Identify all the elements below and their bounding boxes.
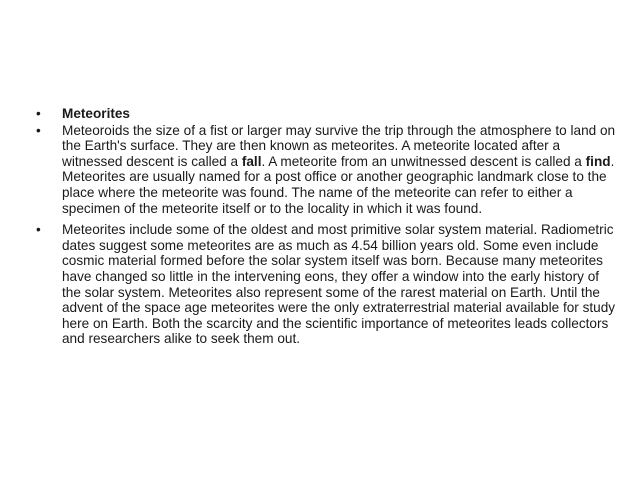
bullet-heading (36, 106, 616, 122)
term-fall: fall (241, 153, 262, 169)
bullet-list (36, 106, 616, 353)
bullet-icon: • (36, 122, 41, 138)
paragraph-2-text: Meteorites include some of the oldest and most primitive solar system material. Radiometric dates suggest some meteorites are as much as 4.54 billion years old. Some even include cosmic material formed before the solar system itself was born. Because many meteorites have changed so little in the intervening eons, they offer a window into the early history of the solar system. Meteorites also represent some of the rarest material on Earth. Until the advent of the space age meteorites were the only extraterrestrial material available for study here on Earth. Both the scarcity and the scientific importance of meteorites leads collectors and researchers alike to seek them out. (62, 222, 616, 347)
paragraph-1-text: Meteoroids the size of a fist or larger may survive the trip through the atmosphere to land on the Earth's surface. They are then known as meteorites. A meteorite located after a witnessed descent is called a (62, 122, 616, 169)
bullet-paragraph-2 (36, 222, 616, 347)
term-find: find (585, 153, 611, 169)
bullet-paragraph-1 (36, 123, 616, 217)
bullet-icon: • (36, 222, 41, 238)
bullet-icon: • (36, 106, 41, 121)
paragraph-1-text: . A meteorite from an unwitnessed descent is called a (261, 153, 586, 169)
heading-text: Meteorites (62, 106, 130, 121)
paragraph-1-text: . Meteorites are usually named for a post office or another geographic landmark close to the place where the meteorite was found. The name of the meteorite can refer to either a specimen of the meteorite itself or to the locality in which it was found. (62, 153, 615, 216)
